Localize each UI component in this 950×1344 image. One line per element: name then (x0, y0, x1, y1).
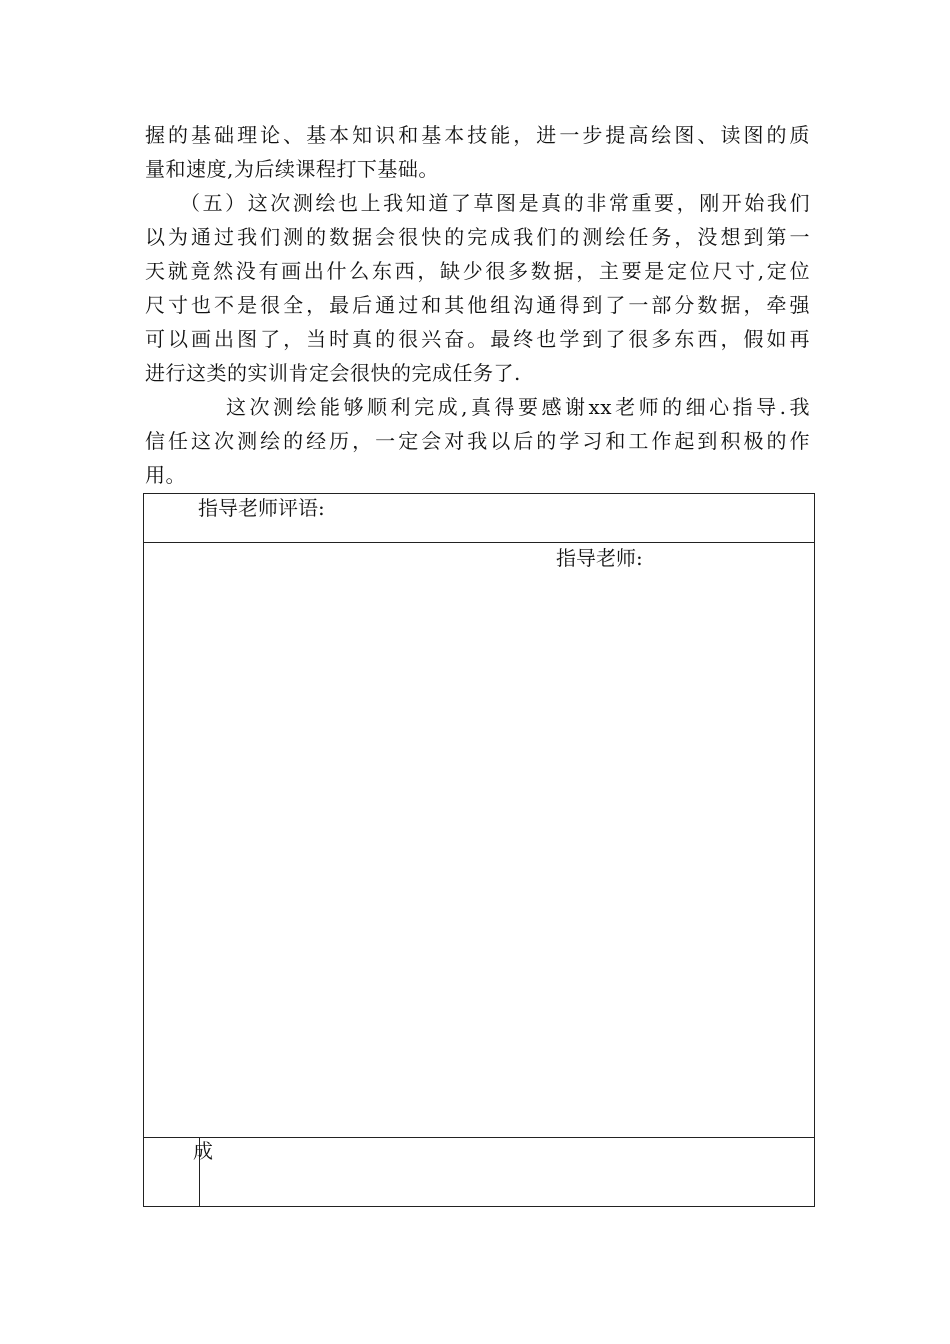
paragraph-2-line-1: （五）这次测绘也上我知道了草图是真的非常重要，刚开始我们 (180, 191, 810, 215)
paragraph-2-line-5: 可以画出图了，当时真的很兴奋。最终也学到了很多东西，假如再 (145, 327, 810, 351)
table-divider-comment (143, 542, 815, 543)
paragraph-1-line-1: 握的基础理论、基本知识和基本技能，进一步提高绘图、读图的质 (145, 123, 810, 147)
evaluation-table (143, 493, 815, 1207)
paragraph-1-line-2: 量和速度,为后续课程打下基础。 (145, 157, 439, 181)
teacher-comment-label: 指导老师评语: (198, 496, 325, 520)
paragraph-2-line-4: 尺寸也不是很全，最后通过和其他组沟通得到了一部分数据，牵强 (145, 293, 810, 317)
table-divider-grade (143, 1137, 815, 1138)
grade-label: 成 (193, 1139, 213, 1163)
paragraph-2-line-2: 以为通过我们测的数据会很快的完成我们的测绘任务，没想到第一 (145, 225, 810, 249)
teacher-signature-label: 指导老师: (556, 546, 643, 570)
paragraph-2-line-3: 天就竟然没有画出什么东西，缺少很多数据，主要是定位尺寸,定位 (145, 259, 810, 283)
paragraph-3-line-1: 这次测绘能够顺利完成,真得要感谢xx老师的细心指导.我 (226, 395, 810, 419)
paragraph-2-line-6: 进行这类的实训肯定会很快的完成任务了. (145, 361, 521, 385)
paragraph-3-line-3: 用。 (145, 463, 186, 487)
paragraph-3-line-2: 信任这次测绘的经历，一定会对我以后的学习和工作起到积极的作 (145, 429, 810, 453)
